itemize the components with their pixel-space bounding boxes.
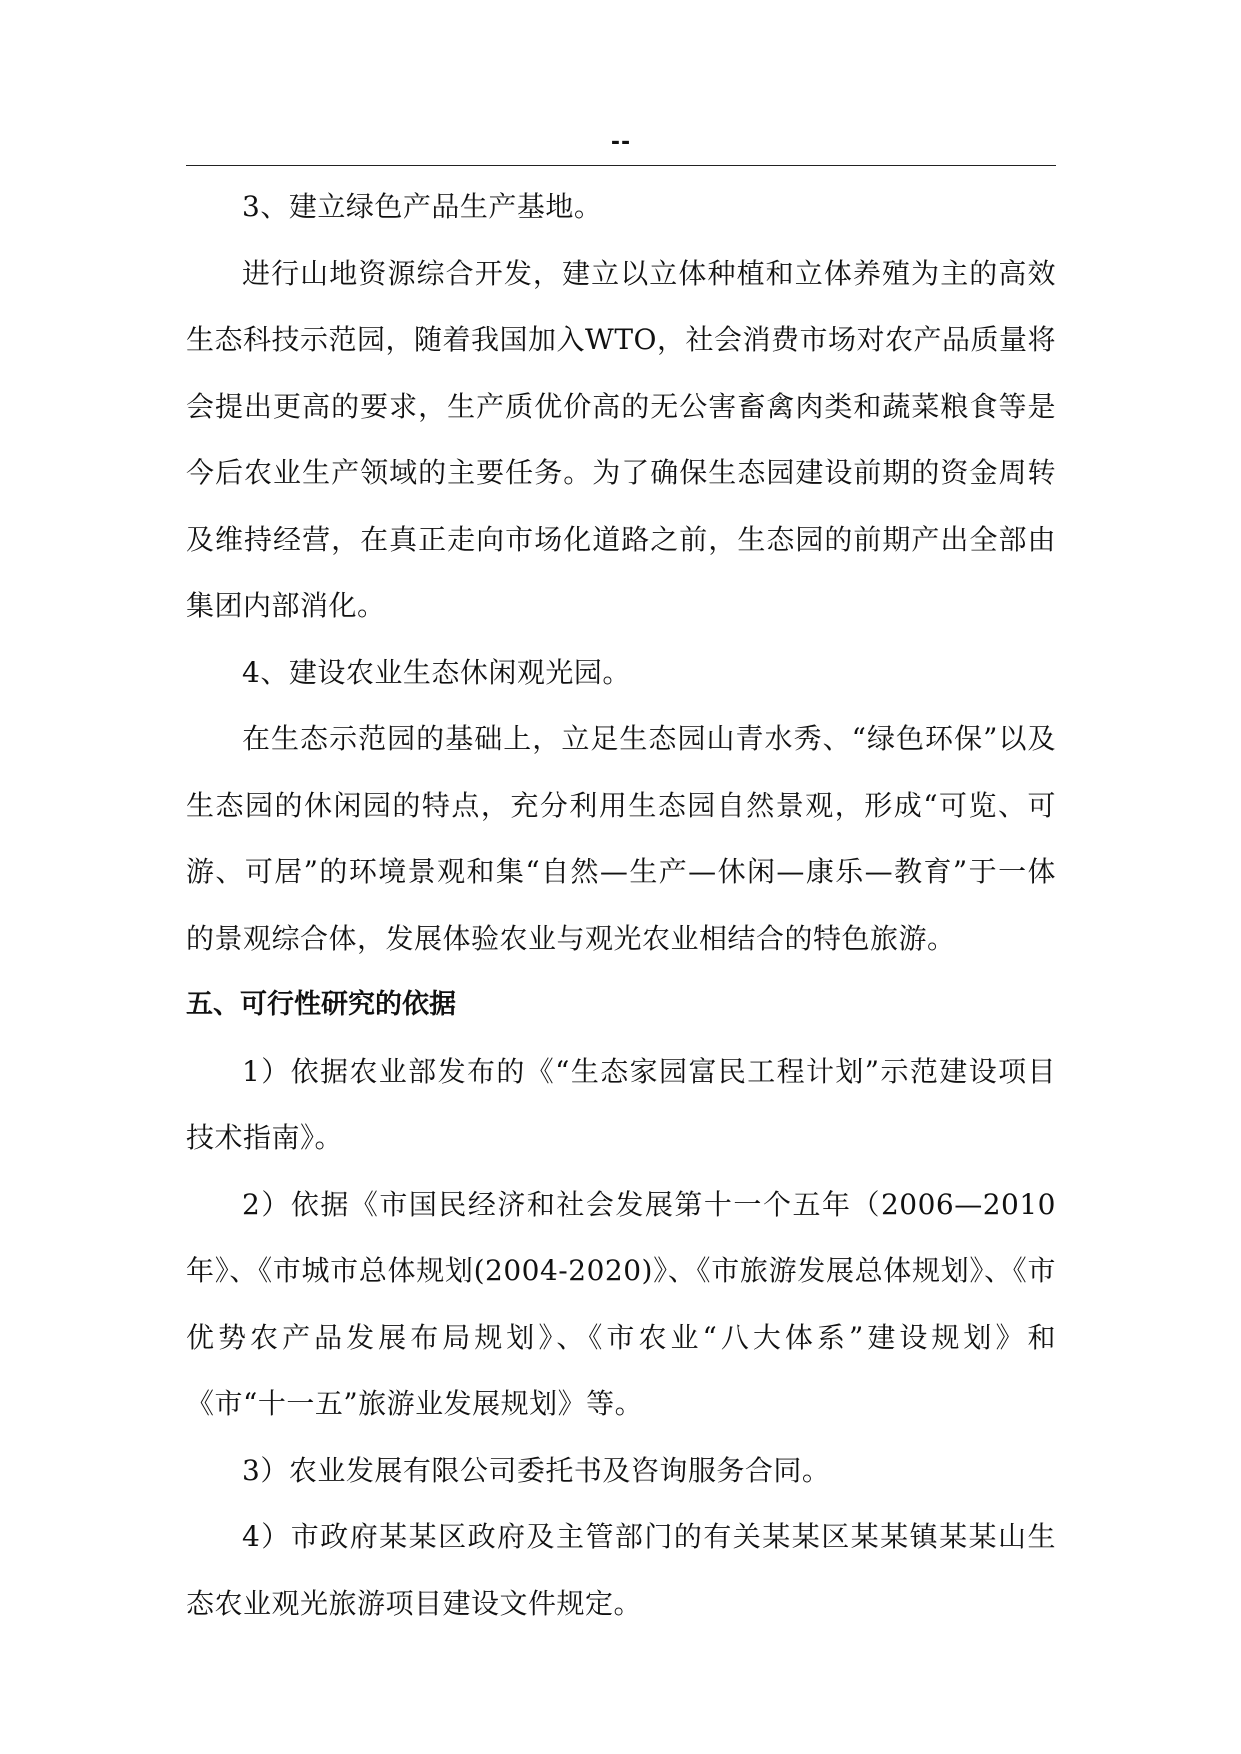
paragraph-basis-1: 1）依据农业部发布的《“生态家园富民工程计划”示范建设项目技术指南》。 bbox=[186, 1054, 1056, 1154]
page-header bbox=[186, 128, 1056, 166]
paragraph-basis-4: 4）市政府某某区政府及主管部门的有关某某区某某镇某某山生态农业观光旅游项目建设文件规定。 bbox=[186, 1520, 1056, 1620]
paragraph-basis-2: 2）依据《市国民经济和社会发展第十一个五年（2006—2010年》、《市城市总体规划(2004-2020)》、《市旅游发展总体规划》、《市优势农产品发展布局规划》、《市农业“八大体系”建设规划》和《市“十一五”旅游业发展规划》等。 bbox=[186, 1187, 1056, 1420]
header-mark: -- bbox=[610, 130, 632, 155]
paragraph-green-product-base: 3、建立绿色产品生产基地。 bbox=[242, 190, 603, 223]
section-heading: 五、可行性研究的依据 bbox=[186, 989, 456, 1020]
document-body bbox=[186, 174, 1056, 1637]
paragraph-eco-tourism-park: 4、建设农业生态休闲观光园。 bbox=[242, 655, 631, 689]
paragraph-demo-park-basis: 在生态示范园的基础上，立足生态园山青水秀、“绿色环保”以及生态园的休闲园的特点，充分利用生态园自然景观，形成“可览、可游、可居”的环境景观和集“自然—生产—休闲—康乐—教育”于一体的景观综合体，发展体验农业与观光农业相结合的特色旅游。 bbox=[186, 722, 1056, 955]
paragraph-mountain-development: 进行山地资源综合开发，建立以立体种植和立体养殖为主的高效生态科技示范园，随着我国加入WTO，社会消费市场对农产品质量将会提出更高的要求，生产质优价高的无公害畜禽肉类和蔬菜粮食等是今后农业生产领域的主要任务。为了确保生态园建设前期的资金周转及维持经营，在真正走向市场化道路之前，生态园的前期产出全部由集团内部消化。 bbox=[186, 256, 1056, 622]
paragraph-basis-3: 3）农业发展有限公司委托书及咨询服务合同。 bbox=[242, 1453, 831, 1487]
